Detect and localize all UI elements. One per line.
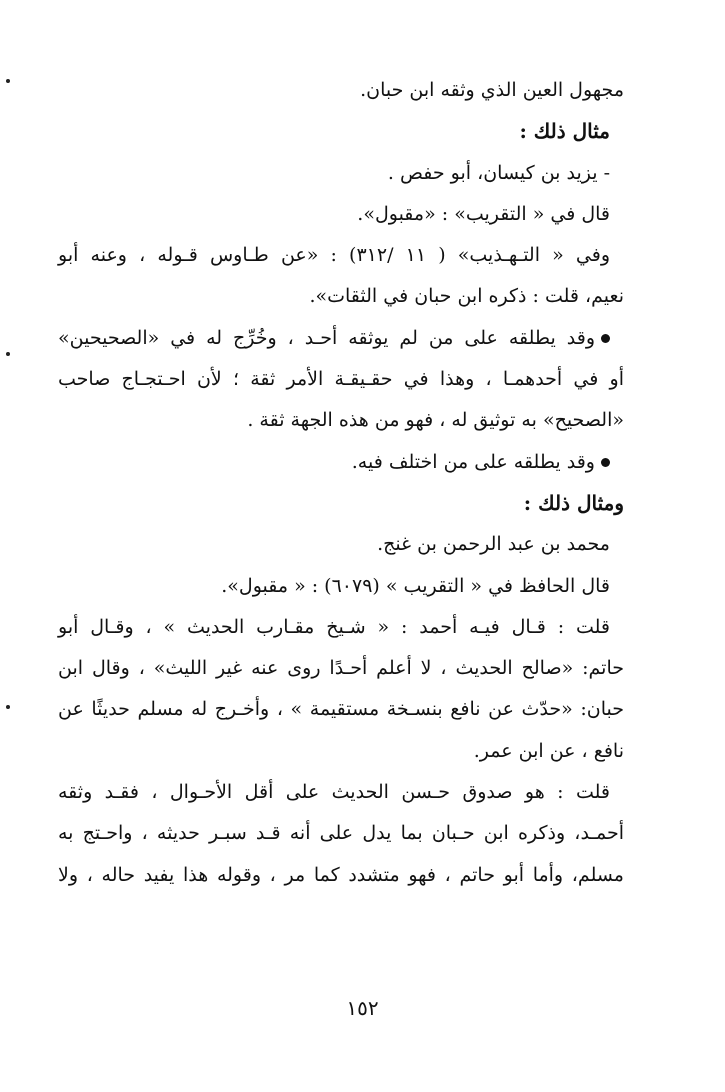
text-line-4: قال في « التقريب» : «مقبول». <box>357 202 610 225</box>
text-line-5: وفي « التـهـذيب» ( ١١ /٣١٢) : «عن طـاوس قـوله ، وعنه أبو <box>58 244 610 267</box>
margin-mark-top <box>6 79 10 83</box>
text-line-18: قلت : هو صدوق حـسن الحديث على أقل الأحـوال ، فقـد وثقه <box>58 781 610 804</box>
text-line-15: حاتم: «صالح الحديث ، لا أعلم أحـدًا روى عنه غير الليث» ، وقال ابن <box>58 657 624 680</box>
text-line-7 <box>58 318 624 359</box>
text-line-6: نعيم، قلت : ذكره ابن حبان في الثقات». <box>309 285 624 308</box>
text-line-12: محمد بن عبد الرحمن بن غنج. <box>377 533 610 556</box>
text-line-17: نافع ، عن ابن عمر. <box>473 739 624 762</box>
example-heading-2: ومثال ذلك : <box>523 490 624 515</box>
text-line-16: حبان: «حدّث عن نافع بنسـخة مستقيمة » ، وأخـرج له مسلم حديثًا عن <box>58 698 624 721</box>
bullet-icon <box>601 334 610 343</box>
text-line-10 <box>58 442 624 483</box>
text-line-13: قال الحافظ في « التقريب » (٦٠٧٩) : « مقبول». <box>221 574 610 597</box>
bullet-icon <box>601 458 610 467</box>
body-text <box>58 70 624 896</box>
text-line-7-content: وقد يطلقه على من لم يوثقه أحـد ، وخُرِّج له في «الصحيحين» <box>58 326 595 349</box>
text-line-9: «الصحيح» به توثيق له ، فهو من هذه الجهة ثقة . <box>247 409 624 432</box>
text-line-10-content: وقد يطلقه على من اختلف فيه. <box>351 450 595 473</box>
text-line-14: قلت : قـال فيـه أحمد : « شـيخ مقـارب الحديث » ، وقـال أبو <box>58 615 610 638</box>
example-heading-1: مثال ذلك : <box>519 119 610 144</box>
margin-mark-lower <box>6 705 10 709</box>
text-line-3: - يزيد بن كيسان، أبو حفص . <box>387 161 610 184</box>
margin-mark-middle <box>6 352 10 356</box>
text-line-20: مسلم، وأما أبو حاتم ، فهو متشدد كما مر ، وقوله هذا يفيد حاله ، ولا <box>58 863 624 886</box>
page-number: ١٥٢ <box>346 996 379 1020</box>
text-line-1: مجهول العين الذي وثقه ابن حبان. <box>360 79 624 101</box>
text-line-19: أحمـد، وذكره ابن حـبان بما يدل على أنه قـد سبـر حديثه ، واحـتج به <box>58 822 624 845</box>
text-line-8: أو في أحدهمـا ، وهذا في حقـيقـة الأمر ثقة ؛ لأن احـتجـاج صاحب <box>58 368 624 391</box>
